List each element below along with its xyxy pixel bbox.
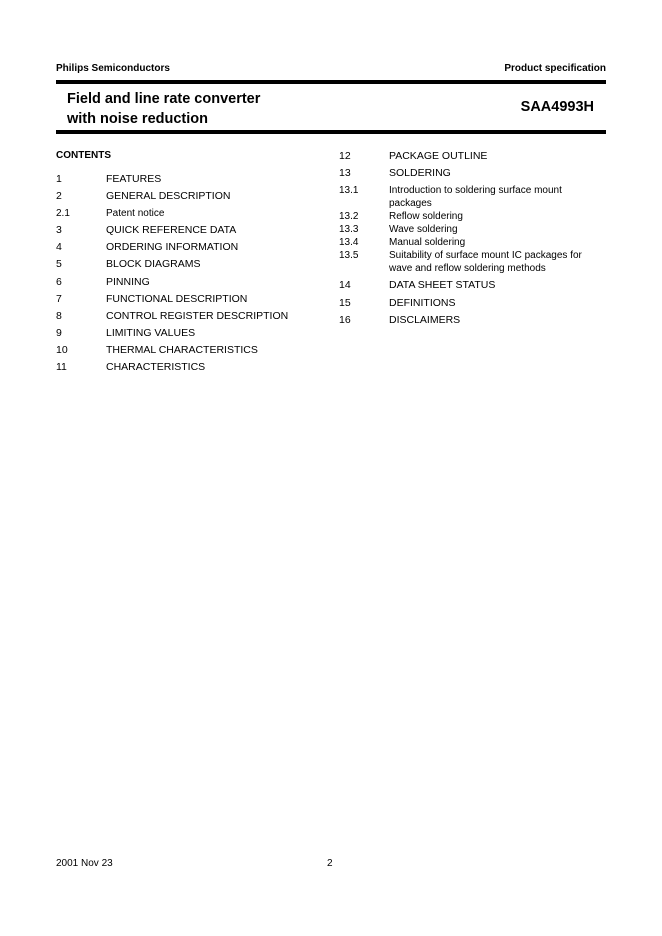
toc-label: PACKAGE OUTLINE [389, 150, 488, 162]
toc-number: 13.4 [339, 237, 359, 248]
toc-label-continued: wave and reflow soldering methods [389, 263, 546, 274]
toc-number: 4 [56, 241, 62, 253]
toc-number: 6 [56, 276, 62, 288]
toc-number: 10 [56, 344, 68, 356]
contents-heading: CONTENTS [56, 150, 111, 161]
toc-label: Introduction to soldering surface mount [389, 185, 562, 196]
toc-number: 13.2 [339, 211, 359, 222]
toc-number: 16 [339, 314, 351, 326]
toc-label: ORDERING INFORMATION [106, 241, 239, 253]
toc-number: 5 [56, 258, 62, 270]
title-line-1: Field and line rate converter [67, 91, 261, 107]
document-type: Product specification [504, 63, 606, 74]
toc-label: LIMITING VALUES [106, 327, 196, 339]
toc-label: CHARACTERISTICS [106, 361, 206, 373]
toc-label: FEATURES [106, 173, 162, 185]
toc-number: 3 [56, 224, 62, 236]
toc-label: Manual soldering [389, 237, 466, 248]
toc-number: 13 [339, 167, 351, 179]
company-name: Philips Semiconductors [56, 63, 170, 74]
toc-number: 2.1 [56, 208, 70, 219]
toc-label: QUICK REFERENCE DATA [106, 224, 237, 236]
toc-label-continued: packages [389, 198, 432, 209]
toc-label: PINNING [106, 276, 150, 288]
toc-label: Suitability of surface mount IC packages for [389, 250, 582, 261]
toc-label: FUNCTIONAL DESCRIPTION [106, 293, 248, 305]
toc-number: 13.1 [339, 185, 359, 196]
toc-number: 2 [56, 190, 62, 202]
toc-label: Wave soldering [389, 224, 458, 235]
toc-number: 9 [56, 327, 62, 339]
toc-label: SOLDERING [389, 167, 451, 179]
header-rule-bottom [56, 130, 606, 134]
toc-number: 15 [339, 297, 351, 309]
part-number: SAA4993H [520, 99, 594, 115]
toc-label: BLOCK DIAGRAMS [106, 258, 201, 270]
toc-label: GENERAL DESCRIPTION [106, 190, 231, 202]
toc-label: DEFINITIONS [389, 297, 456, 309]
toc-number: 13.3 [339, 224, 359, 235]
toc-number: 7 [56, 293, 62, 305]
toc-number: 1 [56, 173, 62, 185]
footer-date: 2001 Nov 23 [56, 858, 113, 869]
header-rule-top [56, 80, 606, 84]
toc-number: 8 [56, 310, 62, 322]
toc-number: 13.5 [339, 250, 359, 261]
document-title [67, 89, 260, 129]
toc-number: 12 [339, 150, 351, 162]
toc-label: THERMAL CHARACTERISTICS [106, 344, 258, 356]
toc-label: DATA SHEET STATUS [389, 279, 496, 291]
toc-number: 11 [56, 361, 67, 373]
toc-label: Patent notice [106, 208, 165, 219]
toc-label: Reflow soldering [389, 211, 463, 222]
toc-number: 14 [339, 279, 351, 291]
footer-page-number: 2 [327, 858, 333, 869]
toc-label: CONTROL REGISTER DESCRIPTION [106, 310, 289, 322]
toc-label: DISCLAIMERS [389, 314, 461, 326]
title-line-2: with noise reduction [67, 111, 208, 127]
